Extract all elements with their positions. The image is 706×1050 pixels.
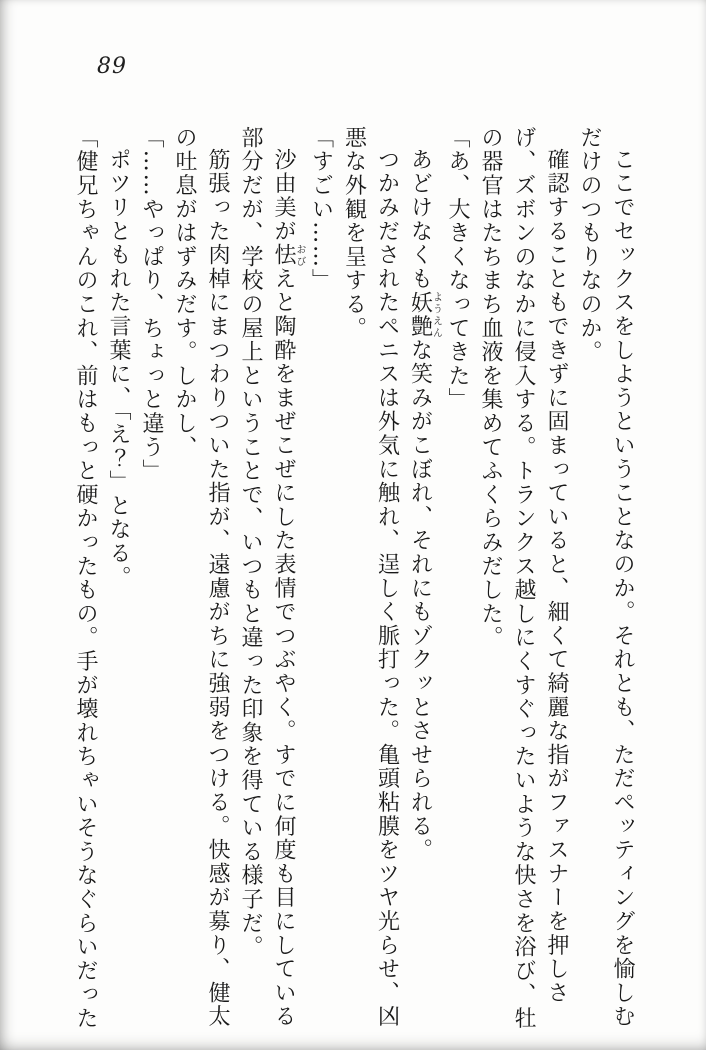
paragraph: 「健兄ちゃんのこれ、前はもっと硬かったもの。手が壊れちゃいそうなぐらいだった	[73, 126, 98, 1031]
paragraph: 「あ、大きくなってきた」	[445, 126, 470, 412]
ruby-annotation: 怯おび	[271, 243, 305, 268]
page-number: 89	[97, 54, 127, 79]
paragraph: 沙由美が怯おびえと陶酔をまぜこぜにした表情でつぶやく。すでに何度も目にしている部分だが、学校の屋上ということで、いつもと違った印象を得ている様子だ。	[238, 126, 305, 1029]
ruby-annotation: 妖艶ようえん	[407, 290, 442, 339]
paragraph: 「……やっぱり、ちょっと違う」	[139, 126, 164, 483]
paragraph: 筋張った肉棹にまつわりついた指が、遠慮がちに強弱をつける。快感が募り、健太の吐息がはずみだす。しかし、	[172, 126, 230, 1029]
paragraph: あどけなくも妖艶ようえんな笑みがこぼれ、それにもゾクッとさせられる。	[407, 148, 442, 863]
paragraph: 確認することもできずに固まっていると、細くて綺麗な指がファスナーを押しさげ、ズボンのなかに侵入する。トランクス越しにくすぐったいような快さを浴び、牡の器官はたちまち血液を集めてふくらみだした。	[478, 126, 569, 1031]
paragraph: ポツリともれた言葉に、「え？」となる。	[106, 148, 131, 590]
paragraph: 「すごい……」	[308, 126, 334, 293]
text-body	[69, 126, 639, 1034]
paragraph: つかみだされたペニスは外気に触れ、逞しく脈打った。亀頭粘膜をツヤ光らせ、凶悪な外観を呈する。	[341, 126, 400, 1029]
paragraph: ここでセックスをしようということなのか。それとも、ただペッティングを愉しむだけのつもりなのか。	[577, 126, 635, 1029]
